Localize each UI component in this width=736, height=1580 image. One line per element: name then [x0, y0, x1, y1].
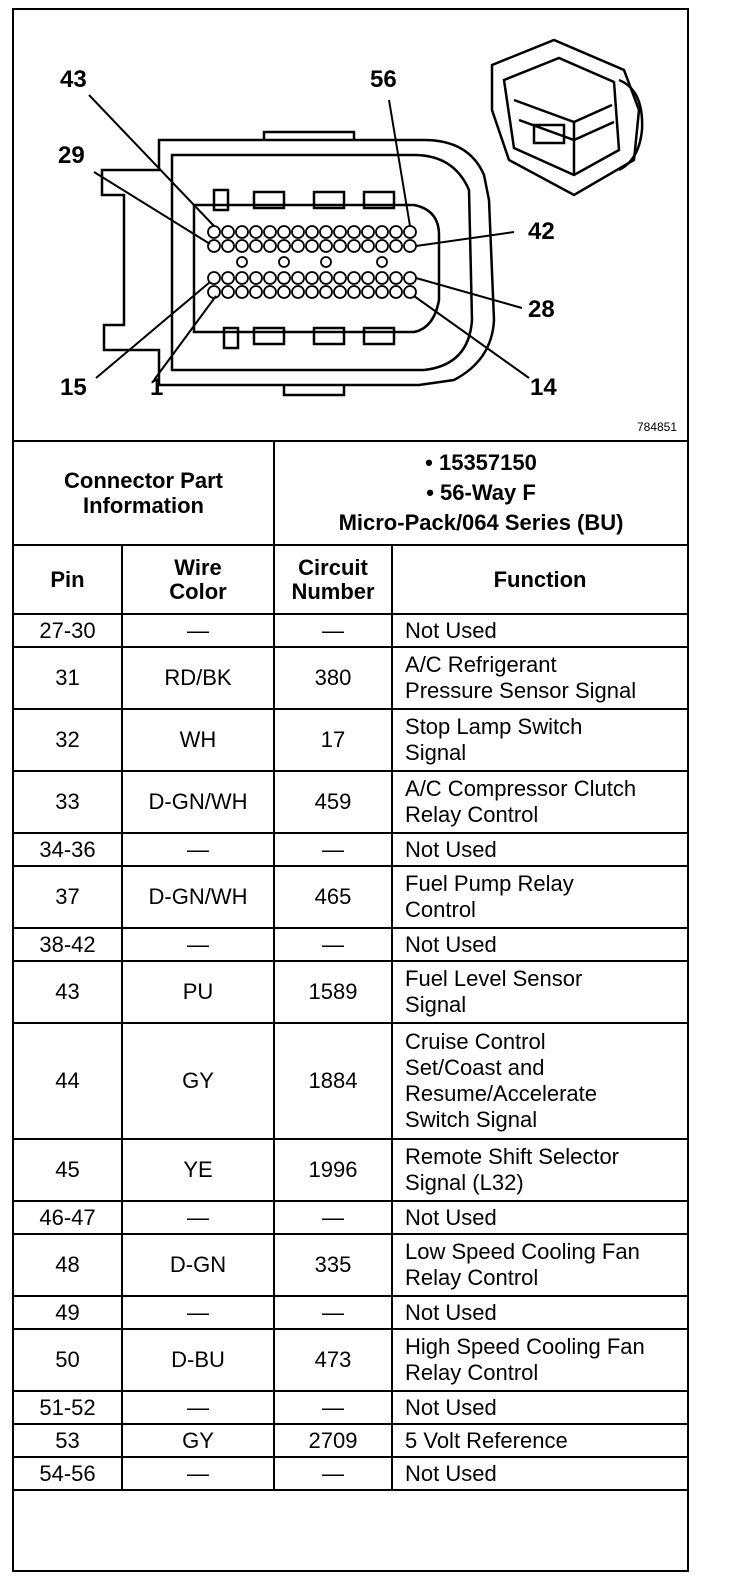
function-cell — [392, 1023, 687, 1139]
wire-color-cell: RD/BK — [122, 647, 274, 709]
column-header-circuit-line1: Circuit — [298, 554, 368, 580]
connector-info-label — [14, 441, 274, 545]
function-line: Not Used — [405, 1394, 497, 1420]
wire-color-cell: — — [122, 928, 274, 961]
connector-part-number: • 15357150 — [425, 450, 537, 475]
function-cell — [392, 1201, 687, 1234]
wire-color-cell: — — [122, 614, 274, 647]
connector-description-line1: • 56-Way F — [426, 480, 536, 505]
function-line: Switch Signal — [405, 1107, 538, 1132]
table-row — [14, 1391, 687, 1424]
circuit-number-cell: — — [274, 1296, 392, 1329]
function-line: Not Used — [405, 1204, 497, 1230]
table-row — [14, 1296, 687, 1329]
function-line: Resume/Accelerate — [405, 1081, 597, 1106]
circuit-number-cell: 1589 — [274, 961, 392, 1023]
table-row — [14, 1023, 687, 1139]
column-header-row — [14, 545, 687, 614]
function-line: A/C Compressor Clutch — [405, 776, 637, 801]
function-cell — [392, 1391, 687, 1424]
pin-cell: 51-52 — [14, 1391, 122, 1424]
function-cell — [392, 647, 687, 709]
wire-color-cell: — — [122, 1296, 274, 1329]
function-cell — [392, 928, 687, 961]
function-cell — [392, 1296, 687, 1329]
function-cell — [392, 614, 687, 647]
wire-color-cell: D-BU — [122, 1329, 274, 1391]
connector-diagram — [14, 10, 687, 442]
wire-color-cell: D-GN/WH — [122, 771, 274, 833]
column-header-wire-color-line1: Wire — [174, 554, 222, 580]
connector-pin-cavities — [208, 226, 416, 298]
pin-cell: 27-30 — [14, 614, 122, 647]
function-cell — [392, 709, 687, 771]
wire-color-cell: — — [122, 1201, 274, 1234]
circuit-number-cell: — — [274, 1391, 392, 1424]
pin-cell: 31 — [14, 647, 122, 709]
function-line: Signal — [405, 740, 467, 765]
table-row — [14, 928, 687, 961]
pin-cell: 45 — [14, 1139, 122, 1201]
callout-pin-42: 42 — [528, 218, 555, 245]
function-line: Set/Coast and — [405, 1055, 545, 1080]
function-line: 5 Volt Reference — [405, 1427, 568, 1453]
function-cell — [392, 771, 687, 833]
function-line: Not Used — [405, 836, 497, 862]
table-row — [14, 1424, 687, 1457]
connector-perspective-view — [492, 40, 642, 195]
table-row — [14, 614, 687, 647]
connector-info-label-line2: Information — [83, 493, 204, 518]
pin-cell: 46-47 — [14, 1201, 122, 1234]
column-header-function: Function — [392, 545, 687, 614]
circuit-number-cell: — — [274, 833, 392, 866]
function-line: High Speed Cooling Fan — [405, 1334, 645, 1359]
function-cell — [392, 1139, 687, 1201]
wire-color-cell: D-GN — [122, 1234, 274, 1296]
function-line: Relay Control — [405, 802, 539, 827]
circuit-number-cell: 17 — [274, 709, 392, 771]
callout-pin-43: 43 — [60, 66, 87, 93]
function-cell — [392, 961, 687, 1023]
wire-color-cell: — — [122, 1457, 274, 1490]
pinout-rows — [14, 614, 687, 1490]
table-row — [14, 1234, 687, 1296]
function-line: Relay Control — [405, 1265, 539, 1290]
callout-pin-14: 14 — [530, 374, 557, 401]
wire-color-cell: WH — [122, 709, 274, 771]
circuit-number-cell: 465 — [274, 866, 392, 928]
function-line: Remote Shift Selector — [405, 1144, 619, 1169]
pin-cell: 54-56 — [14, 1457, 122, 1490]
column-header-pin: Pin — [14, 545, 122, 614]
circuit-number-cell: 335 — [274, 1234, 392, 1296]
function-line: Not Used — [405, 617, 497, 643]
table-row — [14, 866, 687, 928]
pin-cell: 44 — [14, 1023, 122, 1139]
pin-cell: 48 — [14, 1234, 122, 1296]
callout-pin-56: 56 — [370, 66, 397, 93]
table-row — [14, 1139, 687, 1201]
wire-color-cell: D-GN/WH — [122, 866, 274, 928]
function-cell — [392, 866, 687, 928]
wire-color-cell: — — [122, 1391, 274, 1424]
connector-info-row — [14, 441, 687, 545]
function-line: Not Used — [405, 1299, 497, 1325]
function-line: Fuel Pump Relay — [405, 871, 574, 896]
function-line: Signal (L32) — [405, 1170, 524, 1195]
function-line: Pressure Sensor Signal — [405, 678, 637, 703]
circuit-number-cell: — — [274, 1201, 392, 1234]
column-header-wire-color — [122, 545, 274, 614]
function-line: A/C Refrigerant — [405, 652, 557, 677]
circuit-number-cell: 1884 — [274, 1023, 392, 1139]
circuit-number-cell: 380 — [274, 647, 392, 709]
table-row — [14, 833, 687, 866]
circuit-number-cell: 2709 — [274, 1424, 392, 1457]
connector-info-values — [274, 441, 687, 545]
callout-pin-28: 28 — [528, 296, 555, 323]
pin-cell: 34-36 — [14, 833, 122, 866]
pin-cell: 43 — [14, 961, 122, 1023]
function-line: Low Speed Cooling Fan — [405, 1239, 640, 1264]
circuit-number-cell: 459 — [274, 771, 392, 833]
table-row — [14, 1329, 687, 1391]
table-row — [14, 1201, 687, 1234]
function-line: Signal — [405, 992, 467, 1017]
function-cell — [392, 1457, 687, 1490]
circuit-number-cell: — — [274, 1457, 392, 1490]
function-cell — [392, 1329, 687, 1391]
figure-reference-number: 784851 — [636, 420, 677, 434]
table-row — [14, 961, 687, 1023]
pin-cell: 53 — [14, 1424, 122, 1457]
pin-cell: 50 — [14, 1329, 122, 1391]
pin-cell: 49 — [14, 1296, 122, 1329]
pinout-table — [14, 440, 687, 1491]
connector-info-label-line1: Connector Part — [64, 468, 223, 493]
column-header-wire-color-line2: Color — [169, 578, 227, 604]
callout-pin-29: 29 — [58, 142, 85, 169]
pin-cell: 37 — [14, 866, 122, 928]
wire-color-cell: YE — [122, 1139, 274, 1201]
connector-description-line2: Micro-Pack/064 Series (BU) — [338, 510, 624, 535]
circuit-number-cell: 473 — [274, 1329, 392, 1391]
table-row — [14, 1457, 687, 1490]
circuit-number-cell: — — [274, 614, 392, 647]
callout-pin-1: 1 — [150, 374, 164, 401]
circuit-number-cell: 1996 — [274, 1139, 392, 1201]
pin-cell: 38-42 — [14, 928, 122, 961]
callout-pin-15: 15 — [60, 374, 87, 401]
table-row — [14, 647, 687, 709]
function-line: Control — [405, 897, 476, 922]
table-row — [14, 709, 687, 771]
table-row — [14, 771, 687, 833]
pin-cell: 32 — [14, 709, 122, 771]
column-header-circuit-line2: Number — [291, 578, 375, 604]
pin-cell: 33 — [14, 771, 122, 833]
wire-color-cell: GY — [122, 1023, 274, 1139]
connector-illustration — [14, 10, 687, 440]
function-line: Stop Lamp Switch — [405, 714, 583, 739]
function-cell — [392, 1234, 687, 1296]
function-cell — [392, 1424, 687, 1457]
function-line: Not Used — [405, 1460, 497, 1486]
function-cell — [392, 833, 687, 866]
column-header-circuit-number — [274, 545, 392, 614]
wire-color-cell: GY — [122, 1424, 274, 1457]
function-line: Cruise Control — [405, 1029, 546, 1054]
function-line: Fuel Level Sensor — [405, 966, 583, 991]
circuit-number-cell: — — [274, 928, 392, 961]
function-line: Relay Control — [405, 1360, 539, 1385]
connector-sheet — [12, 8, 689, 1572]
wire-color-cell: — — [122, 833, 274, 866]
wire-color-cell: PU — [122, 961, 274, 1023]
function-line: Not Used — [405, 931, 497, 957]
